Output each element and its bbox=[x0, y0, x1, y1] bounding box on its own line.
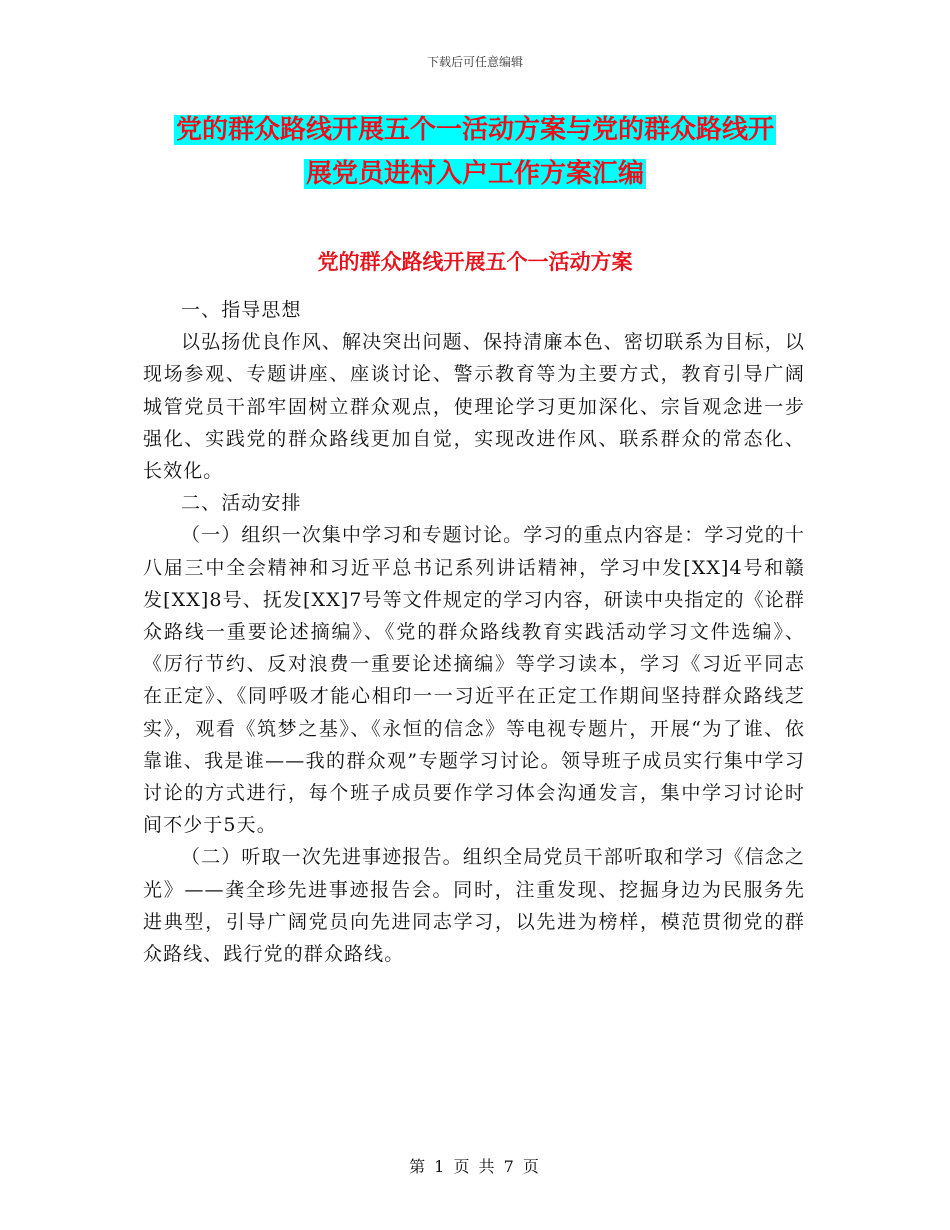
paragraph-guiding-ideology: 以弘扬优良作风、解决突出问题、保持清廉本色、密切联系为目标，以现场参观、专题讲座、座谈讨论、警示教育等为主要方式，教育引导广阔城管党员干部牢固树立群众观点，使理论学习更加深化、宗旨观念进一步强化、实践党的群众路线更加自觉，实现改进作风、联系群众的常态化、长效化。 bbox=[143, 331, 805, 483]
document-title bbox=[0, 108, 950, 196]
header-note: 下载后可任意编辑 bbox=[426, 55, 523, 69]
section-title: 党的群众路线开展五个一活动方案 bbox=[317, 249, 633, 274]
document-body bbox=[143, 294, 805, 970]
title-line-2: 展党员进村入户工作方案汇编 bbox=[305, 159, 644, 189]
title-line-1: 党的群众路线开展五个一活动方案与党的群众路线开 bbox=[175, 115, 774, 145]
paragraph-activity-2: （二）听取一次先进事迹报告。组织全局党员干部听取和学习《信念之光》——龚全珍先进事迹报告会。同时，注重发现、挖掘身边为民服务先进典型，引导广阔党员向先进同志学习，以先进为榜样，模范贯彻党的群众路线、践行党的群众路线。 bbox=[143, 846, 805, 966]
paragraph-activity-1: （一）组织一次集中学习和专题讨论。学习的重点内容是：学习党的十八届三中全会精神和习近平总书记系列讲话精神，学习中发[XX]4号和赣发[XX]8号、抚发[XX]7号等文件规定的学习内容，研读中央指定的《论群众路线一重要论述摘编》、《党的群众路线教育实践活动学习文件选编》、《厉行节约、反对浪费一重要论述摘编》等学习读本，学习《习近平同志在正定》、《同呼吸才能心相印一一习近平在正定工作期间坚持群众路线芝实》，观看《筑梦之基》、《永恒的信念》等电视专题片，开展“为了谁、依靠谁、我是谁——我的群众观”专题学习讨论。领导班子成员实行集中学习讨论的方式进行，每个班子成员要作学习体会沟通发言，集中学习讨论时间不少于5天。 bbox=[143, 524, 805, 837]
page-number: 第 1 页 共 7 页 bbox=[409, 1157, 541, 1176]
heading-activity-arrangement: 二、活动安排 bbox=[181, 492, 302, 515]
heading-guiding-ideology: 一、指导思想 bbox=[181, 299, 302, 321]
